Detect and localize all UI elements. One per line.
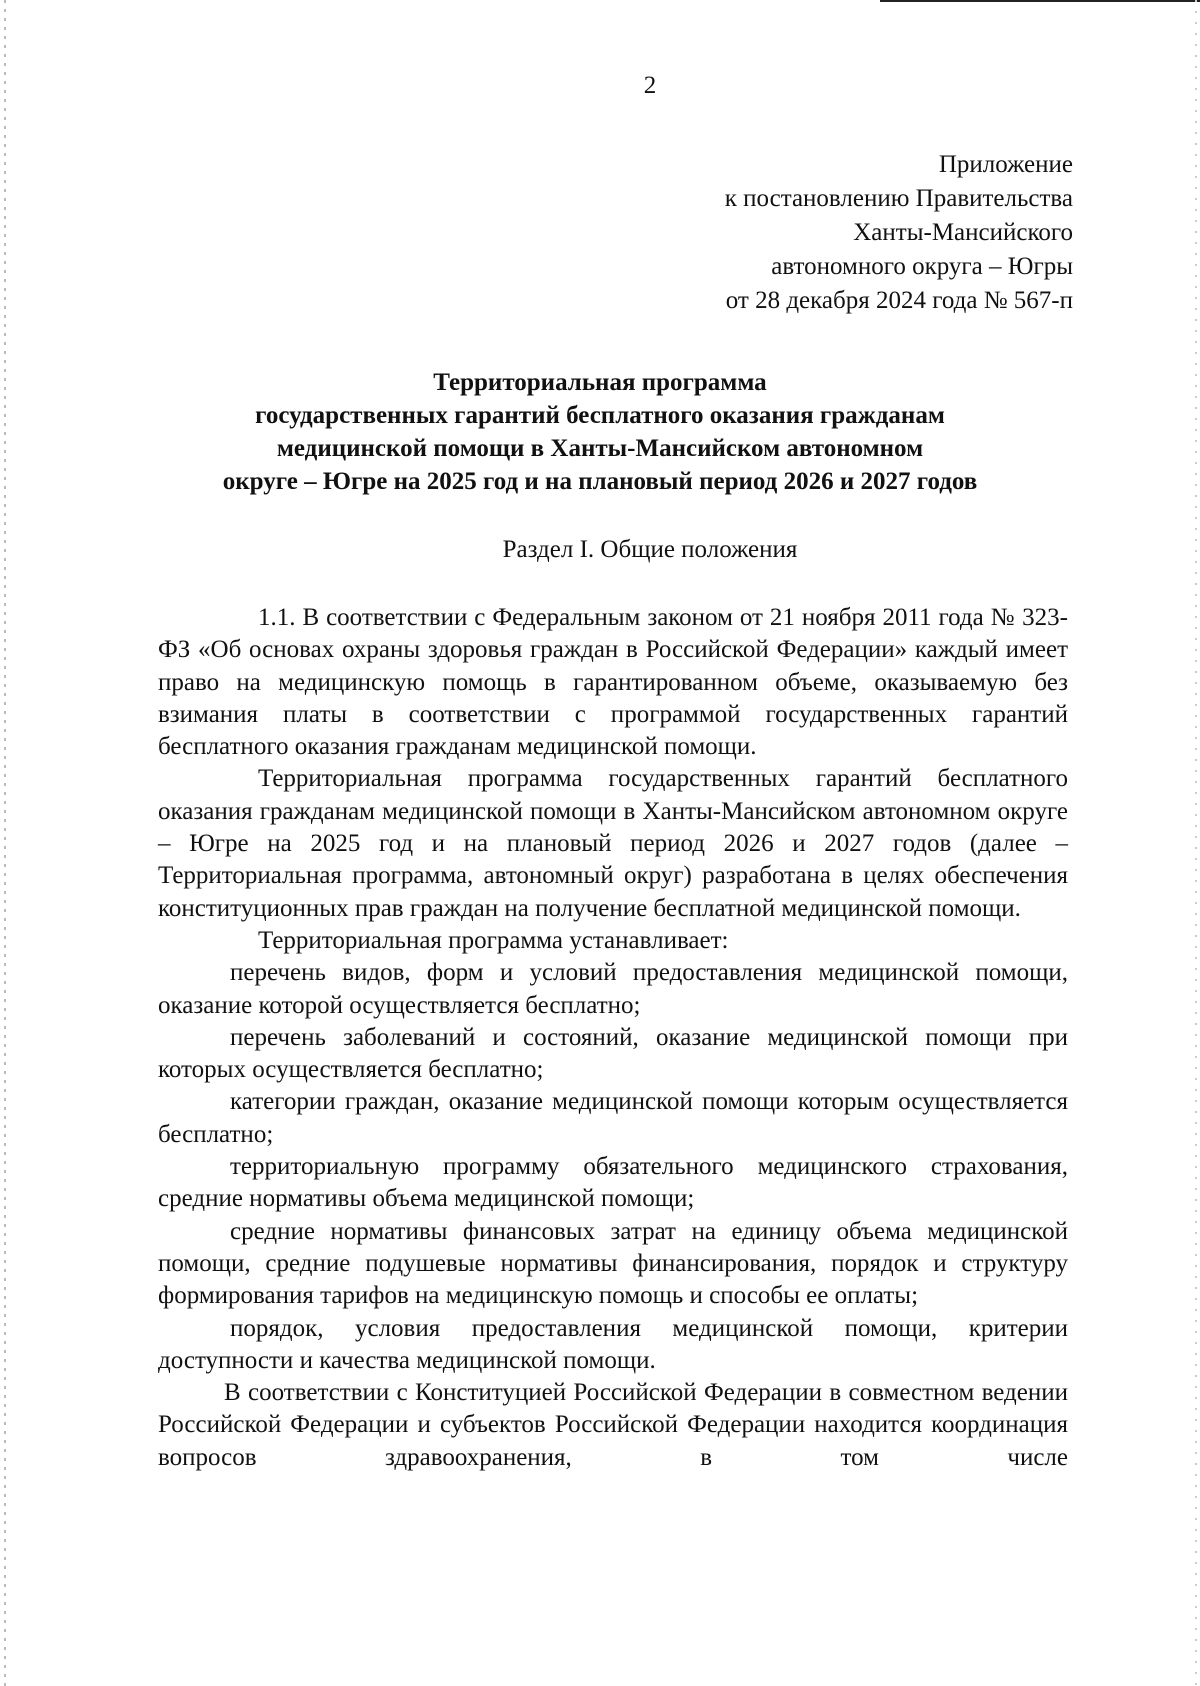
- paragraph-1-1: 1.1. В соответствии с Федеральным законом от 21 ноября 2011 года № 323-ФЗ «Об основах охраны здоровья граждан в Российской Федерации» каждый имеет право на медицинскую помощь в гарантированном объеме, оказываемую без взимания платы в соответствии с программой государственных гарантий бесплатного оказания гражданам медицинской помощи.: [158, 604, 1068, 761]
- annex-line: Ханты-Мансийского: [853, 219, 1073, 246]
- list-item: порядок, условия предоставления медицинской помощи, критерии доступности и качества медицинской помощи.: [158, 1314, 1068, 1374]
- list-item: средние нормативы финансовых затрат на единицу объема медицинской помощи, средние подушевые нормативы финансирования, порядок и структуру формирования тарифов на медицинскую помощь и способы ее оплаты;: [158, 1217, 1068, 1310]
- title-line: округе – Югре на 2025 год и на плановый период 2026 и 2027 годов: [222, 468, 978, 495]
- body-text: [158, 602, 1068, 1474]
- document-title: [100, 366, 1100, 498]
- title-line: медицинской помощи в Ханты-Мансийском автономном: [276, 435, 924, 462]
- page-number: 2: [643, 72, 657, 99]
- scan-edge-left: [4, 0, 6, 1686]
- section-heading: Раздел I. Общие положения: [502, 536, 798, 563]
- annex-line: к постановлению Правительства: [724, 185, 1073, 212]
- list-item: территориальную программу обязательного медицинского страхования, средние нормативы объема медицинской помощи;: [158, 1153, 1068, 1213]
- scan-edge-top: [880, 0, 1200, 2]
- list-item: категории граждан, оказание медицинской помощи которым осуществляется бесплатно;: [158, 1088, 1068, 1148]
- annex-header: [725, 148, 1073, 318]
- list-item: перечень видов, форм и условий предоставления медицинской помощи, оказание которой осуществляется бесплатно;: [158, 959, 1068, 1019]
- scan-edge-right: [1195, 0, 1197, 1686]
- title-line: Территориальная программа: [433, 369, 767, 396]
- list-item: перечень заболеваний и состояний, оказание медицинской помощи при которых осуществляется бесплатно;: [158, 1023, 1068, 1084]
- annex-line: от 28 декабря 2024 года № 567-п: [725, 287, 1073, 314]
- paragraph: Территориальная программа устанавливает:: [258, 926, 729, 954]
- title-line: государственных гарантий бесплатного оказания гражданам: [255, 402, 945, 429]
- annex-line: Приложение: [938, 151, 1073, 178]
- paragraph: В соответствии с Конституцией Российской Федерации в совместном ведении Российской Федерации и субъектов Российской Федерации находится координация вопросов здравоохранения, в том числе: [158, 1379, 1068, 1471]
- paragraph: Территориальная программа государственных гарантий бесплатного оказания гражданам медицинской помощи в Ханты-Мансийском автономном округе – Югре на 2025 год и на плановый период 2026 и 2027 годов (далее – Территориальная программа, автономный округ) разработана в целях обеспечения конституционных прав граждан на получение бесплатной медицинской помощи.: [158, 765, 1068, 922]
- annex-line: автономного округа – Югры: [771, 253, 1073, 280]
